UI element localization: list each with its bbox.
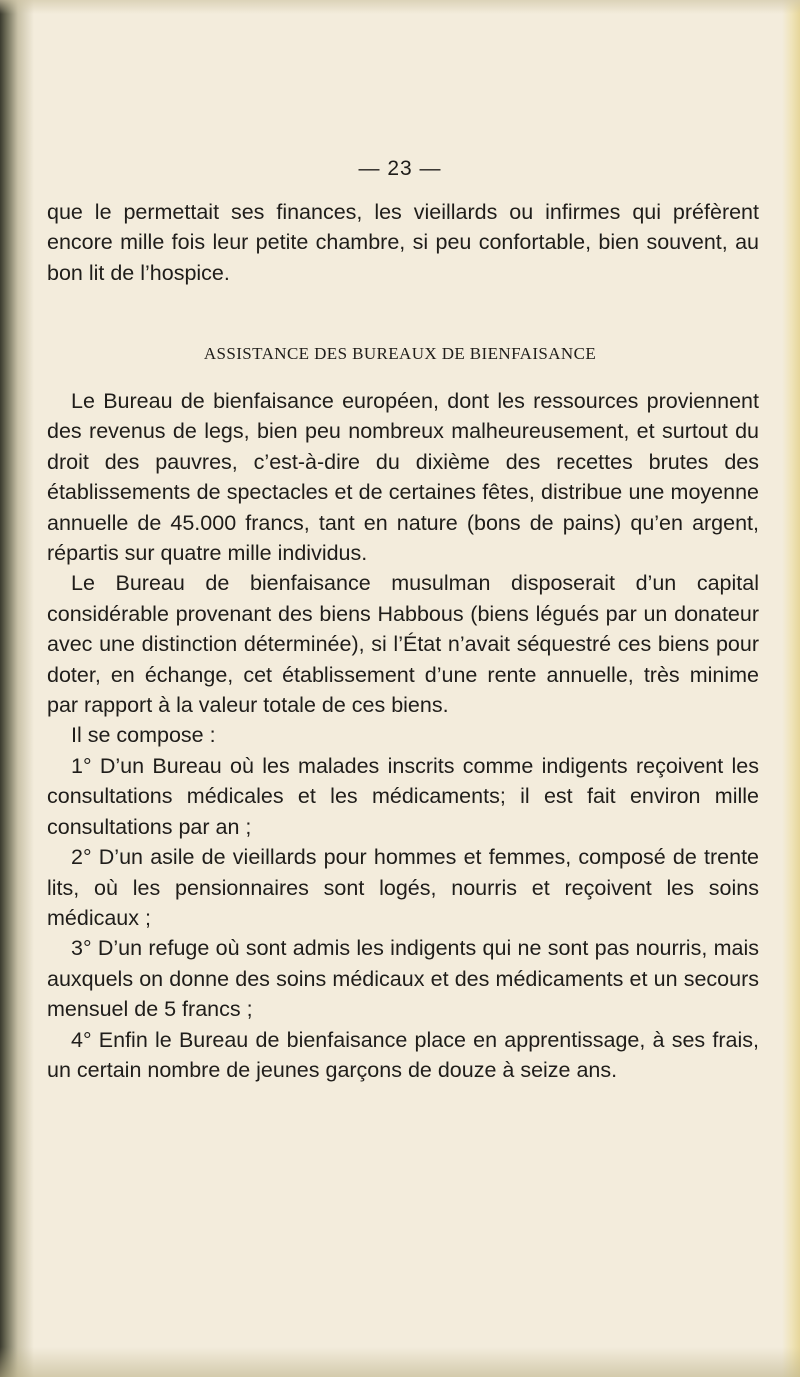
list-item-2: 2° D’un asile de vieillards pour hommes et femmes, composé de trente lits, où les pensionnaires sont logés, nourris et reçoivent les soins médicaux ; [47,845,759,930]
opening-paragraph: que le permettait ses finances, les vieillards ou infirmes qui préfèrent encore mille fois leur petite chambre, si peu confortable, bien souvent, au bon lit de l’hospice. [47,200,759,285]
page-top-shadow [0,0,800,14]
page-edge-shadow [782,0,800,1377]
list-item-4: 4° Enfin le Bureau de bienfaisance place en apprentissage, à ses frais, un certain nombre de jeunes garçons de douze à seize ans. [47,1027,759,1082]
paragraph-muslim-bureau: Le Bureau de bienfaisance musulman disposerait d’un capital considérable provenant des biens Habbous (biens légués par un donateur avec une distinction déterminée), si l’État n’avait séquestré ces biens pour doter, en échange, cet établissement d’une rente annuelle, très minime par rapport à la valeur totale de ces biens. [47,571,759,718]
paragraph-composition-intro: Il se compose : [71,723,216,748]
opening-paragraph-block [47,197,759,288]
page-bottom-shadow [0,1347,800,1377]
body-text [47,386,759,1085]
page-binding-shadow [0,0,34,1377]
list-item-3: 3° D’un refuge où sont admis les indigents qui ne sont pas nourris, mais auxquels on donne des soins médicaux et des médicaments et un secours mensuel de 5 francs ; [47,936,759,1022]
paragraph-european-bureau: Le Bureau de bienfaisance européen, dont les ressources proviennent des revenus de legs, bien peu nombreux malheureusement, et surtout du droit des pauvres, c’est-à-dire du dixième des recettes brutes des établissements de spectacles et de certaines fêtes, distribue une moyenne annuelle de 45.000 francs, tant en nature (bons de pains) qu’en argent, répartis sur quatre mille individus. [47,389,759,566]
page-number: — 23 — [358,157,442,180]
section-heading: ASSISTANCE DES BUREAUX DE BIENFAISANCE [203,344,597,363]
list-item-1: 1° D’un Bureau où les malades inscrits comme indigents reçoivent les consultations médicales et les médicaments; il est fait environ mille consultations par an ; [47,753,759,839]
